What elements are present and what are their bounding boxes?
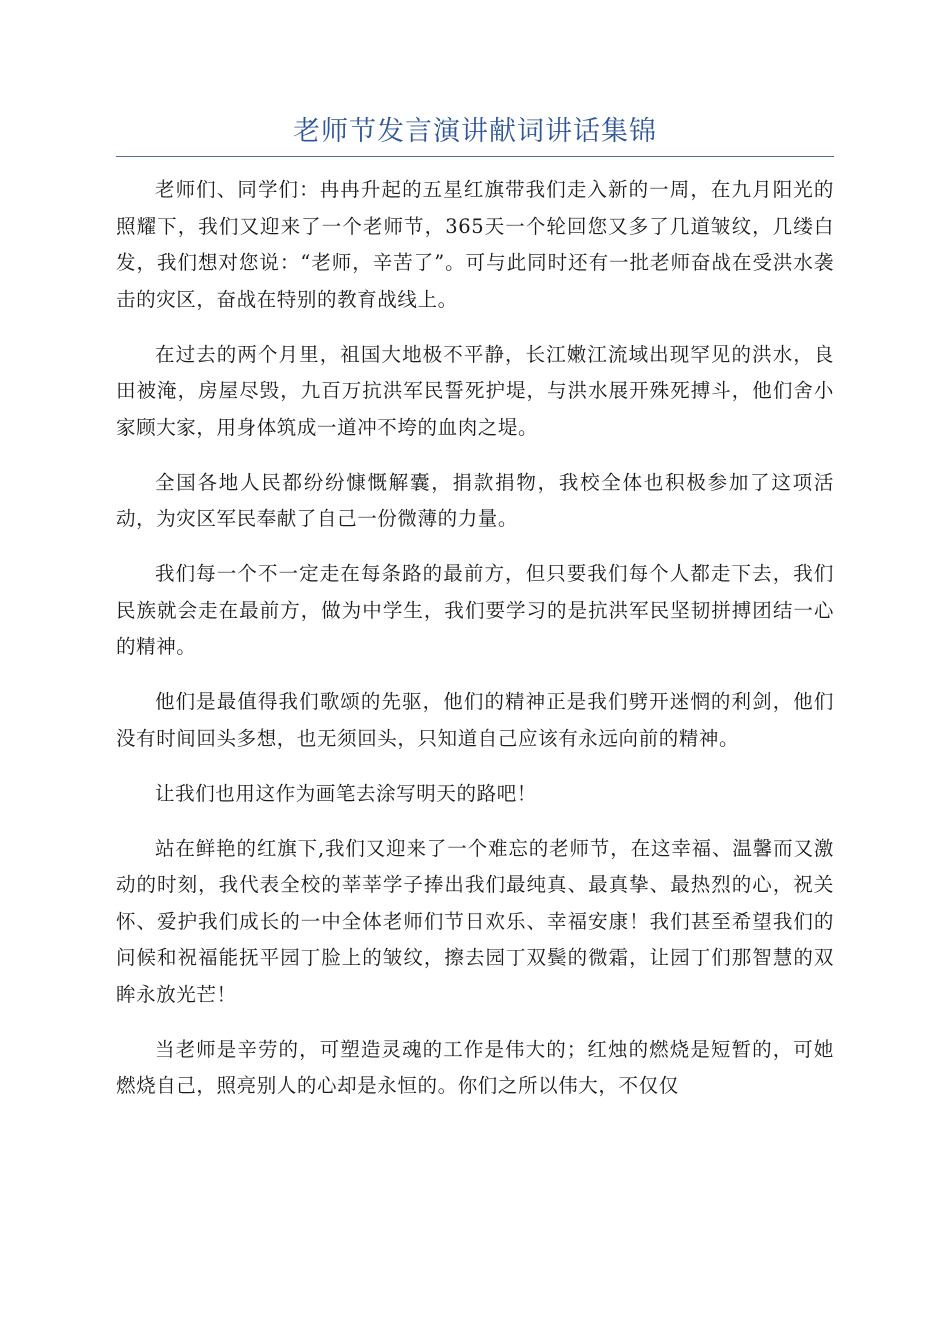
document-body bbox=[116, 172, 834, 1123]
paragraph-1: 老师们、同学们：冉冉升起的五星红旗带我们走入新的一周，在九月阳光的照耀下，我们又迎来了一个老师节，365天一个轮回您又多了几道皱纹，几缕白发，我们想对您说：“老师，辛苦了”。可与此同时还有一批老师奋战在受洪水袭击的灾区，奋战在特别的教育战线上。 bbox=[116, 178, 834, 311]
paragraph-3: 全国各地人民都纷纷慷慨解囊，捐款捐物，我校全体也积极参加了这项活动，为灾区军民奉献了自己一份微薄的力量。 bbox=[116, 470, 834, 530]
page-title: 老师节发言演讲献词讲话集锦 bbox=[293, 116, 657, 147]
paragraph-8: 当老师是辛劳的，可塑造灵魂的工作是伟大的；红烛的燃烧是短暂的，可她燃烧自己，照亮别人的心却是永恒的。你们之所以伟大，不仅仅 bbox=[116, 1037, 834, 1097]
paragraph-5: 他们是最值得我们歌颂的先驱，他们的精神正是我们劈开迷惘的利剑，他们没有时间回头多想，也无须回头，只知道自己应该有永远向前的精神。 bbox=[116, 690, 834, 750]
title-block bbox=[116, 108, 834, 157]
paragraph-6: 让我们也用这作为画笔去涂写明天的路吧！ bbox=[155, 781, 537, 805]
paragraph-7: 站在鲜艳的红旗下,我们又迎来了一个难忘的老师节，在这幸福、温馨而又激动的时刻，我代表全校的莘莘学子捧出我们最纯真、最真挚、最热烈的心，祝关怀、爱护我们成长的一中全体老师们节日欢乐、幸福安康！我们甚至希望我们的问候和祝福能抚平园丁脸上的皱纹，擦去园丁双鬓的微霜，让园丁们那智慧的双眸永放光芒！ bbox=[116, 836, 834, 1006]
paragraph-4: 我们每一个不一定走在每条路的最前方，但只要我们每个人都走下去，我们民族就会走在最前方，做为中学生，我们要学习的是抗洪军民坚韧拼搏团结一心的精神。 bbox=[116, 562, 834, 658]
paragraph-2: 在过去的两个月里，祖国大地极不平静，长江嫩江流域出现罕见的洪水，良田被淹，房屋尽毁，九百万抗洪军民誓死护堤，与洪水展开殊死搏斗，他们舍小家顾大家，用身体筑成一道冲不垮的血肉之堤。 bbox=[116, 342, 834, 439]
